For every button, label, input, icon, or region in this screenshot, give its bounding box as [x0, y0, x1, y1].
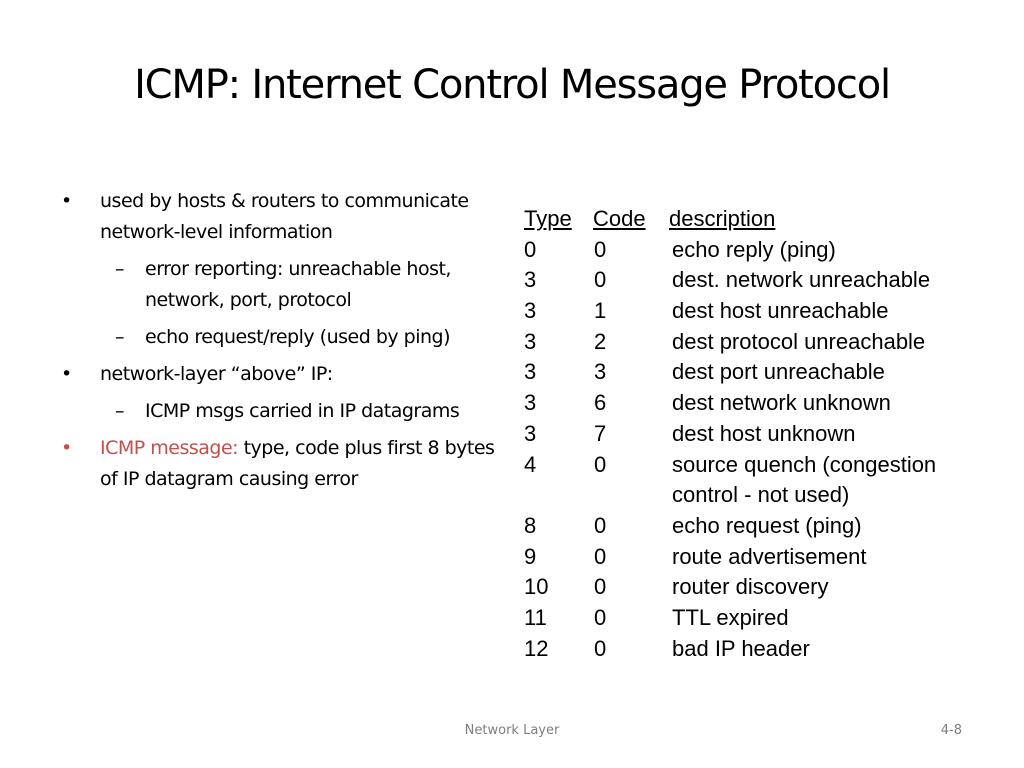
slide-title: ICMP: Internet Control Message Protocol	[134, 62, 890, 108]
header-description: description	[669, 206, 776, 231]
bullet-item	[55, 186, 495, 248]
cell-code: 0	[594, 451, 607, 477]
cell-type: 3	[524, 328, 537, 354]
cell-type: 4	[524, 451, 537, 477]
cell-description: route advertisement	[672, 543, 867, 569]
bullet-dot-icon: •	[61, 190, 72, 212]
cell-description: dest host unreachable	[672, 298, 889, 324]
sub-bullet-text: ICMP msgs carried in IP datagrams	[145, 400, 460, 422]
cell-type: 8	[524, 512, 537, 538]
cell-type: 3	[524, 298, 537, 324]
cell-description: bad IP header	[672, 635, 810, 661]
cell-description-continued: control - not used)	[672, 482, 850, 508]
cell-description: dest protocol unreachable	[672, 328, 926, 354]
sub-bullet-text: error reporting: unreachable host, network, port, protocol	[145, 258, 451, 311]
cell-code: 0	[594, 635, 607, 661]
bullet-dash-icon: –	[115, 326, 124, 348]
cell-type: 11	[524, 604, 547, 630]
cell-description: echo request (ping)	[672, 512, 862, 538]
cell-code: 0	[594, 543, 607, 569]
cell-description: router discovery	[672, 574, 829, 600]
bullet-text: used by hosts & routers to communicate network-level information	[100, 190, 469, 243]
bullet-dash-icon: –	[115, 258, 124, 280]
cell-type: 9	[524, 543, 537, 569]
cell-type: 0	[524, 236, 537, 262]
cell-code: 6	[594, 390, 607, 416]
bullet-dash-icon: –	[115, 400, 124, 422]
header-type: Type	[524, 206, 572, 231]
cell-description: dest. network unreachable	[672, 267, 931, 293]
cell-code: 1	[594, 298, 607, 324]
footer-title: Network Layer	[464, 723, 560, 738]
cell-type: 3	[524, 359, 537, 385]
sub-bullet-item	[55, 322, 495, 353]
cell-type: 3	[524, 420, 537, 446]
sub-bullet-text: echo request/reply (used by ping)	[145, 326, 451, 348]
cell-code: 3	[594, 359, 607, 385]
bullet-list	[55, 186, 495, 501]
highlight-text: ICMP message:	[100, 437, 239, 459]
page-number: 4-8	[940, 723, 962, 738]
cell-type: 10	[524, 574, 549, 600]
cell-code: 0	[594, 512, 607, 538]
cell-type: 3	[524, 390, 537, 416]
bullet-text: network-layer “above” IP:	[100, 363, 333, 385]
cell-code: 0	[594, 236, 607, 262]
bullet-item	[55, 433, 495, 495]
cell-type: 3	[524, 267, 537, 293]
cell-code: 0	[594, 604, 607, 630]
cell-code: 0	[594, 267, 607, 293]
cell-description: dest port unreachable	[672, 359, 885, 385]
cell-code: 2	[594, 328, 607, 354]
cell-code: 0	[594, 574, 607, 600]
bullet-text: type, code plus first 8 bytes of IP datagram causing error	[100, 437, 495, 490]
bullet-dot-icon: •	[61, 363, 72, 385]
cell-type: 12	[524, 635, 549, 661]
header-code: Code	[593, 206, 646, 231]
cell-description: TTL expired	[672, 604, 789, 630]
cell-description: echo reply (ping)	[672, 236, 836, 262]
sub-bullet-item	[55, 396, 495, 427]
bullet-dot-icon: •	[61, 437, 72, 459]
bullet-item	[55, 359, 495, 390]
cell-description: dest host unknown	[672, 420, 856, 446]
cell-description: source quench (congestion	[672, 451, 937, 477]
cell-description: dest network unknown	[672, 390, 891, 416]
sub-bullet-item	[55, 254, 495, 316]
cell-code: 7	[594, 420, 607, 446]
